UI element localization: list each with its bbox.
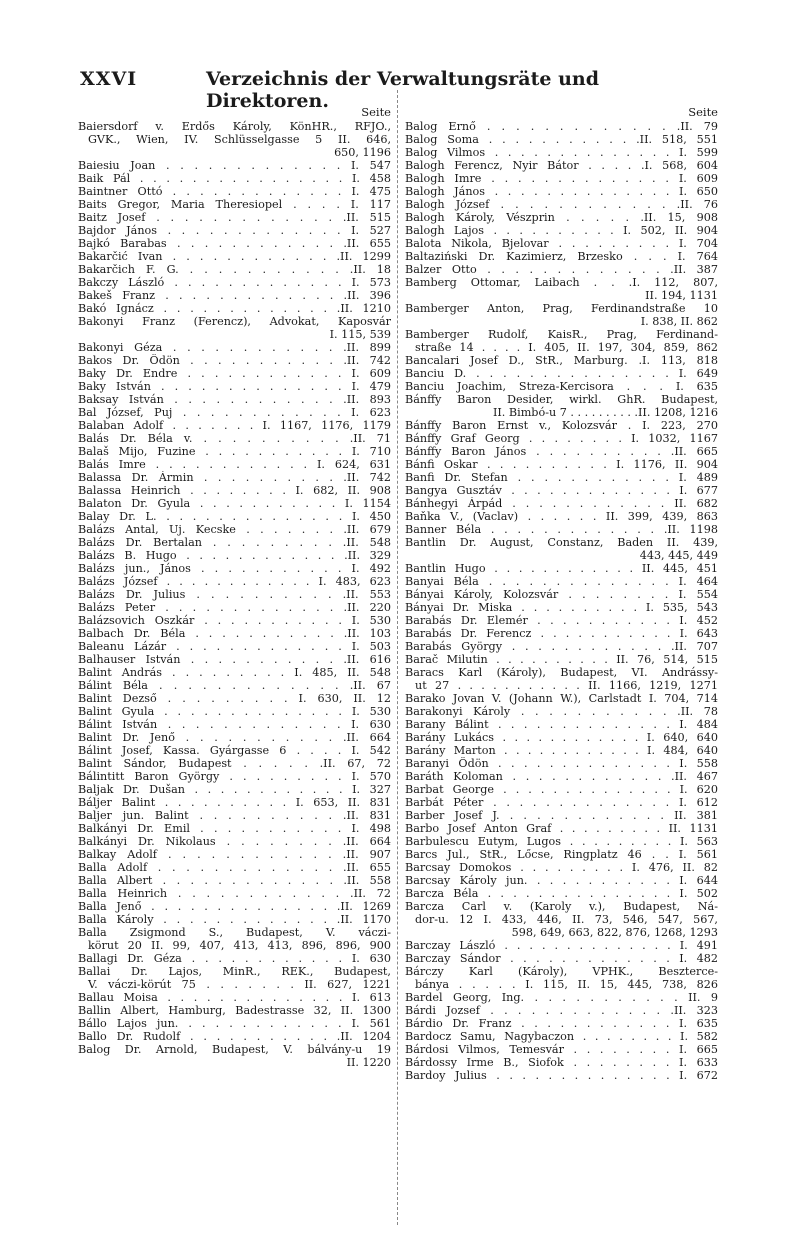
index-line: Balkányi Dr. Nikolaus . . . . . . . . .II. 664: [78, 835, 391, 848]
index-line: Barcza Béla . . . . . . . . . . . . . . . I. 502: [405, 887, 718, 900]
index-line: Barač Milutin . . . . . . . . . . II. 76, 514, 515: [405, 653, 718, 666]
index-line: GVK., Wien, IV. Schlüsselgasse 5 II. 646,: [88, 133, 391, 146]
index-line: Bardocz Samu, Nagybaczon . . . . . . . . I. 582: [405, 1030, 718, 1043]
index-line: Banciu Joachim, Streza-Kercisora . . . I. 635: [405, 380, 718, 393]
index-line: Bakarčich F. G. . . . . . . . . . . . .II. 18: [78, 263, 391, 276]
index-line: Barabás György . . . . . . . . . . . . .II. 707: [405, 640, 718, 653]
index-line: Balás Imre . . . . . . . . . . . . I. 624, 631: [78, 458, 391, 471]
index-line: Bardel Georg, Ing. . . . . . . . . . . . II. 9: [405, 991, 718, 1004]
index-line: Balkányi Dr. Emil . . . . . . . . . . . I. 498: [78, 822, 391, 835]
index-line: Barbát Péter . . . . . . . . . . . . . . I. 612: [405, 796, 718, 809]
index-line: Balog Vilmos . . . . . . . . . . . . . . I. 599: [405, 146, 718, 159]
index-line: Baik Pál . . . . . . . . . . . . . . . . I. 458: [78, 172, 391, 185]
index-line: Barcsay Károly jun. . . . . . . . . . . . I. 644: [405, 874, 718, 887]
index-line: Balás Dr. Béla v. . . . . . . . . . . .II. 71: [78, 432, 391, 445]
index-line: Balogh Lajos . . . . . . . . . . I. 502, II. 904: [405, 224, 718, 237]
index-line: Bánfi Oskar . . . . . . . . . . I. 1176, II. 904: [405, 458, 718, 471]
index-line: Balázs Antal, Uj. Kecske . . . . . . . .II. 679: [78, 523, 391, 536]
index-line: Baltaziński Dr. Kazimierz, Brzesko . . . I. 764: [405, 250, 718, 263]
index-line: Bajdor János . . . . . . . . . . . . . I. 527: [78, 224, 391, 237]
index-line: V. váczi-körút 75 . . . . . . . II. 627, 1221: [88, 978, 391, 991]
index-line: Baráth Koloman . . . . . . . . . . . . .II. 467: [405, 770, 718, 783]
index-line: Barcs Jul., StR., Lőcse, Ringplatz 46 . . I. 561: [405, 848, 718, 861]
index-line: Balla Jenő . . . . . . . . . . . . . . .II. 1269: [78, 900, 391, 913]
index-line: Barbulescu Eutym, Lugos . . . . . . . . . I. 563: [405, 835, 718, 848]
index-line: Barako Jovan V. (Johann W.), Carlstadt I. 704, 714: [405, 692, 718, 705]
index-line: Bánffy Baron Ernst v., Kolozsvár . I. 223, 270: [405, 419, 718, 432]
index-line: 650, 1196: [334, 146, 391, 159]
index-line: Balzer Otto . . . . . . . . . . . . . .II. 387: [405, 263, 718, 276]
index-line: 443, 445, 449: [639, 549, 718, 562]
page-title: Verzeichnis der Verwaltungsräte und Direktoren.: [206, 68, 599, 112]
index-line: Balázs jun., János . . . . . . . . . . . I. 492: [78, 562, 391, 575]
index-line: Barbat George . . . . . . . . . . . . . . I. 620: [405, 783, 718, 796]
index-line: Balint András . . . . . . . . . I. 485, II. 548: [78, 666, 391, 679]
index-line: Barány Marton . . . . . . . . . . . . I. 484, 640: [405, 744, 718, 757]
index-line: straße 14 . . . . I. 405, II. 197, 304, 859, 862: [415, 341, 718, 354]
index-line: Balogh József . . . . . . . . . . . . .II. 76: [405, 198, 718, 211]
index-line: Baiesiu Joan . . . . . . . . . . . . . I. 547: [78, 159, 391, 172]
index-line: dor-u. 12 I. 433, 446, II. 73, 546, 547, 567,: [415, 913, 718, 926]
left-column: [78, 106, 391, 1069]
index-line: Bánffy Baron Desider, wirkl. GhR. Budapest,: [405, 393, 718, 406]
index-line: Bálint Josef, Kassa. Gyárgasse 6 . . . . I. 542: [78, 744, 391, 757]
index-line: Bárdi Jozsef . . . . . . . . . . . . . .II. 323: [405, 1004, 718, 1017]
index-line: I. 115, 539: [329, 328, 391, 341]
index-line: Baky István . . . . . . . . . . . . . . I. 479: [78, 380, 391, 393]
index-line: Balla Heinrich . . . . . . . . . . . . .II. 72: [78, 887, 391, 900]
index-line: Baracs Karl (Károly), Budapest, VI. Andrássy-: [405, 666, 718, 679]
index-line: Bakczy László . . . . . . . . . . . . . I. 573: [78, 276, 391, 289]
index-line: Barabás Dr. Elemér . . . . . . . . . . . I. 452: [405, 614, 718, 627]
index-line: Balogh Károly, Vészprin . . . . . .II. 15, 908: [405, 211, 718, 224]
index-line: Barany Bálint . . . . . . . . . . . . . . I. 484: [405, 718, 718, 731]
index-line: Bardoy Julius . . . . . . . . . . . . . . I. 672: [405, 1069, 718, 1082]
index-line: Baksay István . . . . . . . . . . . . .II. 893: [78, 393, 391, 406]
index-line: Baleanu Lázár . . . . . . . . . . . . . I. 503: [78, 640, 391, 653]
index-line: Balaban Adolf . . . . . . . I. 1167, 1176, 1179: [78, 419, 391, 432]
index-line: Balassa Heinrich . . . . . . . . I. 682, II. 908: [78, 484, 391, 497]
index-line: Barczay László . . . . . . . . . . . . . . I. 491: [405, 939, 718, 952]
index-line: Balbach Dr. Béla . . . . . . . . . . . .II. 103: [78, 627, 391, 640]
index-line: Bárdossy Irme B., Siofok . . . . . . . . I. 633: [405, 1056, 718, 1069]
index-line: Bamberg Ottomar, Laibach . . .I. 112, 807,: [405, 276, 718, 289]
index-line: Baljak Dr. Dušan . . . . . . . . . . . . I. 327: [78, 783, 391, 796]
index-line: Baiersdorf v. Erdős Károly, KönHR., RFJO.,: [78, 120, 391, 133]
index-line: Balog Dr. Arnold, Budapest, V. bálvány-u 19: [78, 1043, 391, 1056]
index-line: Balla Zsigmond S., Budapest, V. váczi-: [78, 926, 391, 939]
index-line: Banfi Dr. Stefan . . . . . . . . . . . . I. 489: [405, 471, 718, 484]
column-divider: [397, 90, 398, 1225]
index-line: Barczay Sándor . . . . . . . . . . . . . I. 482: [405, 952, 718, 965]
index-line: Balint Sándor, Budapest . . . . . .II. 67, 72: [78, 757, 391, 770]
index-line: Ballau Moisa . . . . . . . . . . . . . . I. 613: [78, 991, 391, 1004]
index-line: Balázs József . . . . . . . . . . . . I. 483, 623: [78, 575, 391, 588]
index-line: Bakeš Franz . . . . . . . . . . . . . .II. 396: [78, 289, 391, 302]
index-line: Balaton Dr. Gyula . . . . . . . . . . . I. 1154: [78, 497, 391, 510]
index-line: Balogh Ferencz, Nyir Bátor . . . . .I. 568, 604: [405, 159, 718, 172]
index-line: Bánffy Graf Georg . . . . . . . . I. 1032, 1167: [405, 432, 718, 445]
index-line: ut 27 . . . . . . . . . . . II. 1166, 1219, 1271: [415, 679, 718, 692]
index-line: Bálint István . . . . . . . . . . . . . I. 630: [78, 718, 391, 731]
index-line: Barakonyi Károly . . . . . . . . . . . .II. 78: [405, 705, 718, 718]
index-line: Barbo Josef Anton Graf . . . . . . . . . II. 1131: [405, 822, 718, 835]
index-line: Banner Béla . . . . . . . . . . . . . .II. 1198: [405, 523, 718, 536]
index-line: Barcsay Domokos . . . . . . . . . I. 476, II. 82: [405, 861, 718, 874]
index-line: Balkay Adolf . . . . . . . . . . . . .II. 907: [78, 848, 391, 861]
index-line: Balint Dr. Jenő . . . . . . . . . . . .II. 664: [78, 731, 391, 744]
index-line: Balázs Dr. Julius . . . . . . . . . . .II. 553: [78, 588, 391, 601]
index-line: Balassa Dr. Ármin . . . . . . . . . . .II. 742: [78, 471, 391, 484]
index-line: bánya . . . . . I. 115, II. 15, 445, 738, 826: [415, 978, 718, 991]
index-line: Balay Dr. L. . . . . . . . . . . . . . . I. 450: [78, 510, 391, 523]
index-line: Bálint Béla . . . . . . . . . . . . . .II. 67: [78, 679, 391, 692]
seite-label: Seite: [688, 105, 718, 119]
index-line: Bakó Ignácz . . . . . . . . . . . . . .II. 1210: [78, 302, 391, 315]
index-line: Barber Josef J. . . . . . . . . . . . . II. 381: [405, 809, 718, 822]
index-line: Bajkó Barabas . . . . . . . . . . . . .II. 655: [78, 237, 391, 250]
index-line: Balogh János . . . . . . . . . . . . . . I. 650: [405, 185, 718, 198]
index-line: Balogh Imre . . . . . . . . . . . . . . I. 609: [405, 172, 718, 185]
index-line: Balog Soma . . . . . . . . . . . .II. 518, 551: [405, 133, 718, 146]
index-line: I. 838, II. 862: [640, 315, 718, 328]
index-line: Baits Gregor, Maria Theresiopel . . . . I. 117: [78, 198, 391, 211]
page-number: XXVI: [80, 68, 138, 90]
index-line: Banciu D. . . . . . . . . . . . . . . . I. 649: [405, 367, 718, 380]
index-line: Balota Nikola, Bjelovar . . . . . . . . . I. 704: [405, 237, 718, 250]
index-line: Bárdio Dr. Franz . . . . . . . . . . . . I. 635: [405, 1017, 718, 1030]
index-line: Bal József, Puj . . . . . . . . . . . . I. 623: [78, 406, 391, 419]
index-line: Balint Gyula . . . . . . . . . . . . . . I. 530: [78, 705, 391, 718]
index-line: Barabás Dr. Ferencz . . . . . . . . . . . I. 643: [405, 627, 718, 640]
index-line: Bangya Gusztáv . . . . . . . . . . . . . I. 677: [405, 484, 718, 497]
index-line: Bakonyi Géza . . . . . . . . . . . . .II. 899: [78, 341, 391, 354]
index-line: Barány Lukács . . . . . . . . . . . . I. 640, 640: [405, 731, 718, 744]
index-line: II. Bimbó-u 7 . . . . . . . . . .II. 1208, 1216: [492, 406, 718, 419]
index-line: Balázs B. Hugo . . . . . . . . . . . . .II. 329: [78, 549, 391, 562]
index-line: Bánffy Baron János . . . . . . . . . . .II. 665: [405, 445, 718, 458]
index-line: Ballin Albert, Hamburg, Badestrasse 32, II. 1300: [78, 1004, 391, 1017]
index-line: Bárdosi Vilmos, Temesvár . . . . . . . . I. 665: [405, 1043, 718, 1056]
index-line: Balaš Mijo, Fuzine . . . . . . . . . . . I. 710: [78, 445, 391, 458]
index-line: Bakonyi Franz (Ferencz), Advokat, Kaposvár: [78, 315, 391, 328]
index-line: II. 194, 1131: [645, 289, 718, 302]
index-line: Balla Károly . . . . . . . . . . . . . .II. 1170: [78, 913, 391, 926]
index-line: Baljer jun. Balint . . . . . . . . . . .II. 831: [78, 809, 391, 822]
right-column: [405, 106, 718, 1082]
index-line: Bakarčić Ivan . . . . . . . . . . . . .II. 1299: [78, 250, 391, 263]
index-line: Baranyi Ödön . . . . . . . . . . . . . . I. 558: [405, 757, 718, 770]
index-line: Bárczy Karl (Károly), VPHK., Beszterce-: [405, 965, 718, 978]
index-line: 598, 649, 663, 822, 876, 1268, 1293: [511, 926, 718, 939]
index-line: Balla Albert . . . . . . . . . . . . . .II. 558: [78, 874, 391, 887]
index-line: Baitz Josef . . . . . . . . . . . . . .II. 515: [78, 211, 391, 224]
index-line: Báljer Balint . . . . . . . . . . I. 653, II. 831: [78, 796, 391, 809]
index-line: Ballai Dr. Lajos, MinR., REK., Budapest,: [78, 965, 391, 978]
index-line: Balla Adolf . . . . . . . . . . . . . .II. 655: [78, 861, 391, 874]
index-line: Bányai Dr. Miska . . . . . . . . . . I. 535, 543: [405, 601, 718, 614]
index-line: Bánhegyi Árpád . . . . . . . . . . . . II. 682: [405, 497, 718, 510]
index-line: II. 1220: [346, 1056, 391, 1069]
index-line: Bányai Károly, Kolozsvár . . . . . . . . I. 554: [405, 588, 718, 601]
index-line: Baňka V., (Vaclav) . . . . . . II. 399, 439, 863: [405, 510, 718, 523]
index-line: Ballagi Dr. Géza . . . . . . . . . . . . I. 630: [78, 952, 391, 965]
index-line: Ballo Dr. Rudolf . . . . . . . . . . . .II. 1204: [78, 1030, 391, 1043]
index-line: Bakos Dr. Ödön . . . . . . . . . . . .II. 742: [78, 354, 391, 367]
index-line: Barcza Carl v. (Karoly v.), Budapest, Ná-: [405, 900, 718, 913]
index-line: Bantlin Hugo . . . . . . . . . . . . II. 445, 451: [405, 562, 718, 575]
index-line: Bálintitt Baron György . . . . . . . . . I. 570: [78, 770, 391, 783]
index-line: Baky Dr. Endre . . . . . . . . . . . . I. 609: [78, 367, 391, 380]
index-line: Bamberger Anton, Prag, Ferdinandstraße 10: [405, 302, 718, 315]
index-line: Bancalari Josef D., StR., Marburg. .I. 113, 818: [405, 354, 718, 367]
seite-label: Seite: [361, 105, 391, 119]
index-line: Bállo Lajos jun. . . . . . . . . . . . . I. 561: [78, 1017, 391, 1030]
index-line: Banyai Béla . . . . . . . . . . . . . . I. 464: [405, 575, 718, 588]
index-line: Baintner Ottó . . . . . . . . . . . . . I. 475: [78, 185, 391, 198]
index-line: körut 20 II. 99, 407, 413, 413, 896, 896, 900: [88, 939, 391, 952]
index-line: Balázsovich Oszkár . . . . . . . . . . . I. 530: [78, 614, 391, 627]
index-line: Bamberger Rudolf, KaisR., Prag, Ferdinand-: [405, 328, 718, 341]
index-line: Balint Dezső . . . . . . . . . I. 630, II. 12: [78, 692, 391, 705]
index-line: Balázs Peter . . . . . . . . . . . . . .II. 220: [78, 601, 391, 614]
index-line: Bantlin Dr. August, Constanz, Baden II. 439,: [405, 536, 718, 549]
index-line: Balhauser István . . . . . . . . . . . .II. 616: [78, 653, 391, 666]
index-line: Balog Ernő . . . . . . . . . . . . . .II. 79: [405, 120, 718, 133]
index-line: Balázs Dr. Bertalan . . . . . . . . . .II. 548: [78, 536, 391, 549]
